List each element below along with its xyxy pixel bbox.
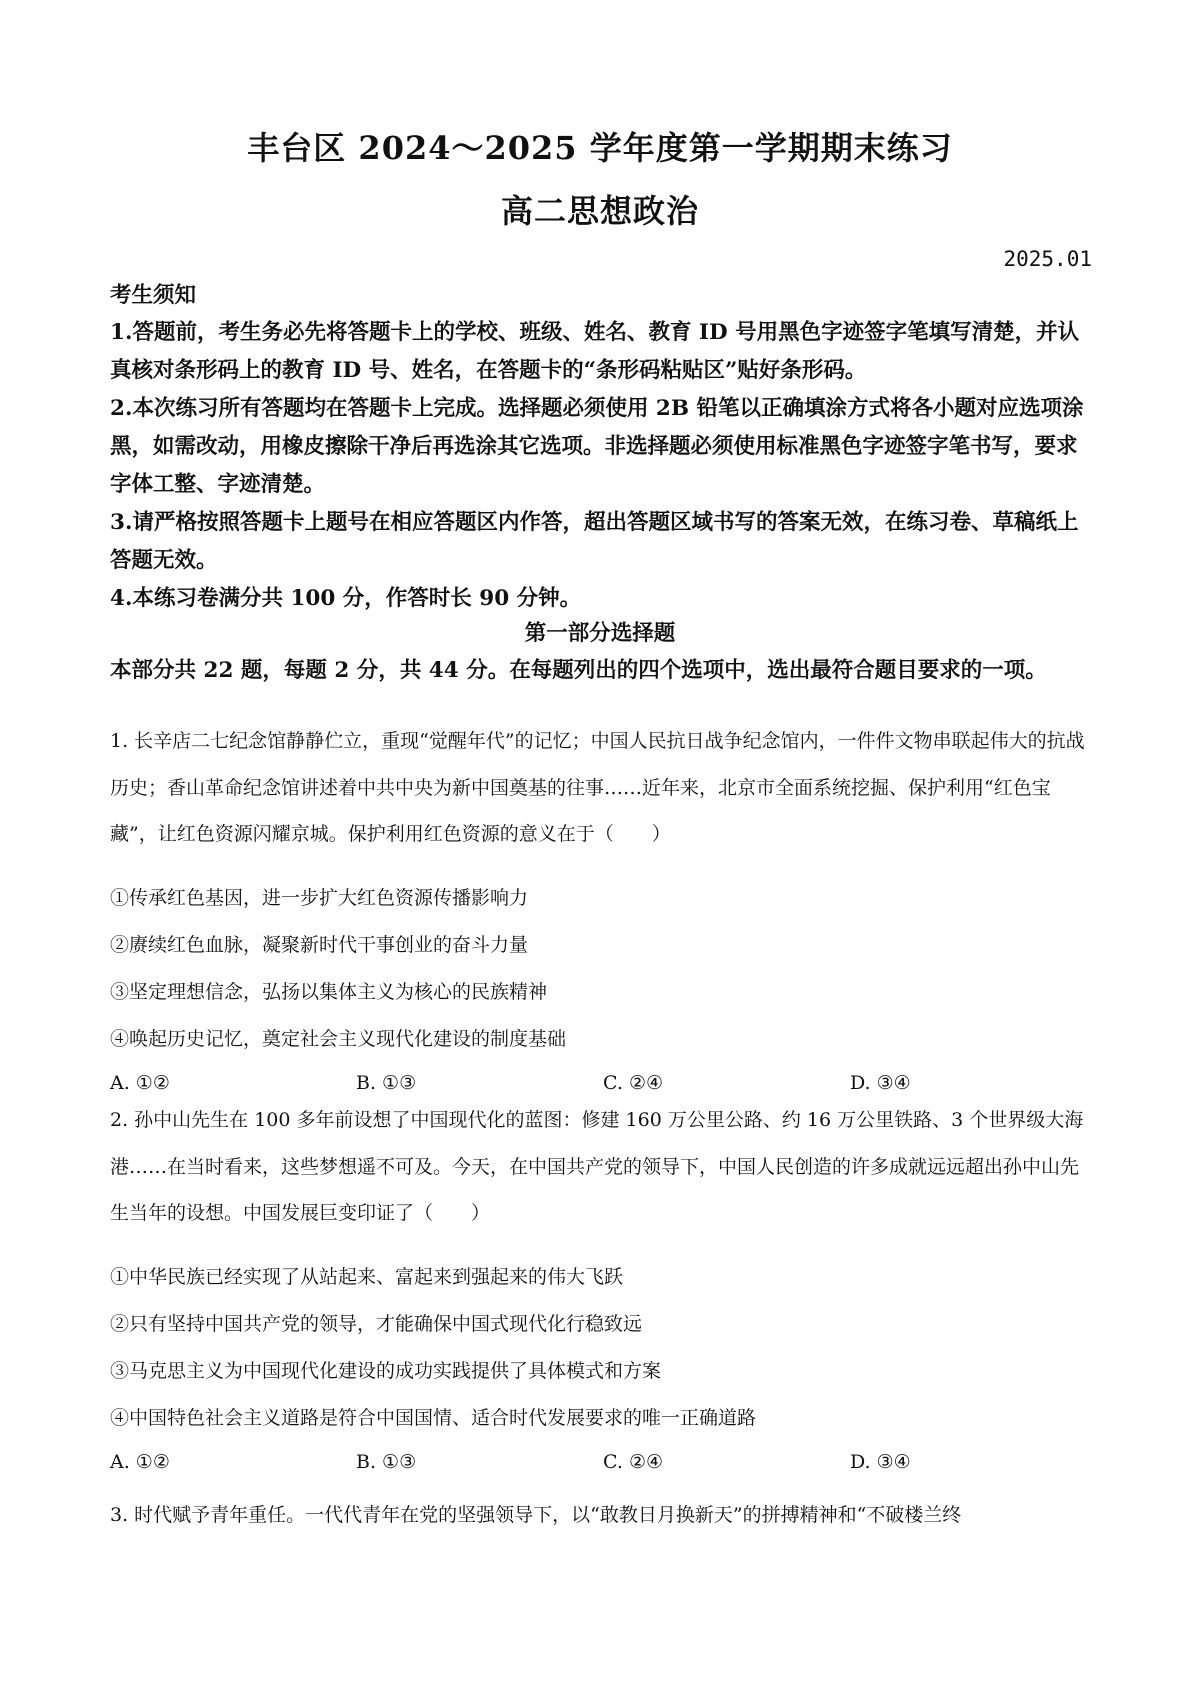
choice-d: D. ③④ (850, 1072, 911, 1094)
notice-item: 4.本练习卷满分共 100 分，作答时长 90 分钟。 (110, 586, 582, 611)
choice-c: C. ②④ (603, 1072, 664, 1094)
choice-a: A. ①② (110, 1072, 170, 1094)
notice-list (110, 314, 1095, 618)
choice-c: C. ②④ (603, 1451, 664, 1473)
exam-date: 2025.01 (1003, 247, 1092, 271)
statement: ②只有坚持中国共产党的领导，才能确保中国式现代化行稳致远 (110, 1313, 643, 1335)
statement: ③马克思主义为中国现代化建设的成功实践提供了具体模式和方案 (110, 1360, 662, 1382)
question-stem: 2. 孙中山先生在 100 多年前设想了中国现代化的蓝图：修建 160 万公里公路、约 16 万公里铁路、3 个世界级大海港……在当时看来，这些梦想遥不可及。今天，在中国共产党的领导下，中国人民创造的许多成就远远超出孙中山先生当年的设想。中国发展巨变印证了（ ） (110, 1109, 1084, 1224)
choice-a: A. ①② (110, 1451, 170, 1473)
section-description: 本部分共 22 题，每题 2 分，共 44 分。在每题列出的四个选项中，选出最符合题目要求的一项。 (110, 658, 1047, 683)
choice-d: D. ③④ (850, 1451, 911, 1473)
question-stem: 1. 长辛店二七纪念馆静静伫立，重现“觉醒年代”的记忆；中国人民抗日战争纪念馆内，一件件文物串联起伟大的抗战历史；香山革命纪念馆讲述着中共中央为新中国奠基的往事……近年来，北京市全面系统挖掘、保护利用“红色宝藏”，让红色资源闪耀京城。保护利用红色资源的意义在于（ ） (110, 730, 1085, 845)
choice-b: B. ①③ (356, 1072, 417, 1094)
statement: ④唤起历史记忆，奠定社会主义现代化建设的制度基础 (110, 1028, 567, 1050)
section-title: 第一部分选择题 (524, 621, 676, 646)
exam-title: 丰台区 2024～2025 学年度第一学期期末练习 (247, 129, 953, 167)
choice-b: B. ①③ (356, 1451, 417, 1473)
question-stem: 3. 时代赋予青年重任。一代代青年在党的坚强领导下，以“敢教日月换新天”的拼搏精神和“不破楼兰终 (110, 1504, 962, 1526)
statement: ①传承红色基因，进一步扩大红色资源传播影响力 (110, 887, 529, 909)
notice-heading: 考生须知 (110, 283, 197, 308)
notice-item: 2.本次练习所有答题均在答题卡上完成。选择题必须使用 2B 铅笔以正确填涂方式将各小题对应选项涂黑，如需改动，用橡皮擦除干净后再选涂其它选项。非选择题必须使用标准黑色字迹签字笔书写，要求字体工整、字迹清楚。 (110, 396, 1084, 497)
notice-item: 1.答题前，考生务必先将答题卡上的学校、班级、姓名、教育 ID 号用黑色字迹签字笔填写清楚，并认真核对条形码上的教育 ID 号、姓名，在答题卡的“条形码粘贴区”贴好条形码。 (110, 320, 1080, 383)
statement: ③坚定理想信念，弘扬以集体主义为核心的民族精神 (110, 981, 548, 1003)
statement: ④中国特色社会主义道路是符合中国国情、适合时代发展要求的唯一正确道路 (110, 1407, 757, 1429)
statement: ①中华民族已经实现了从站起来、富起来到强起来的伟大飞跃 (110, 1266, 624, 1288)
notice-item: 3.请严格按照答题卡上题号在相应答题区内作答，超出答题区域书写的答案无效，在练习卷、草稿纸上答题无效。 (110, 510, 1079, 573)
subject-title: 高二思想政治 (500, 192, 699, 230)
statement: ②赓续红色血脉，凝聚新时代干事创业的奋斗力量 (110, 934, 529, 956)
